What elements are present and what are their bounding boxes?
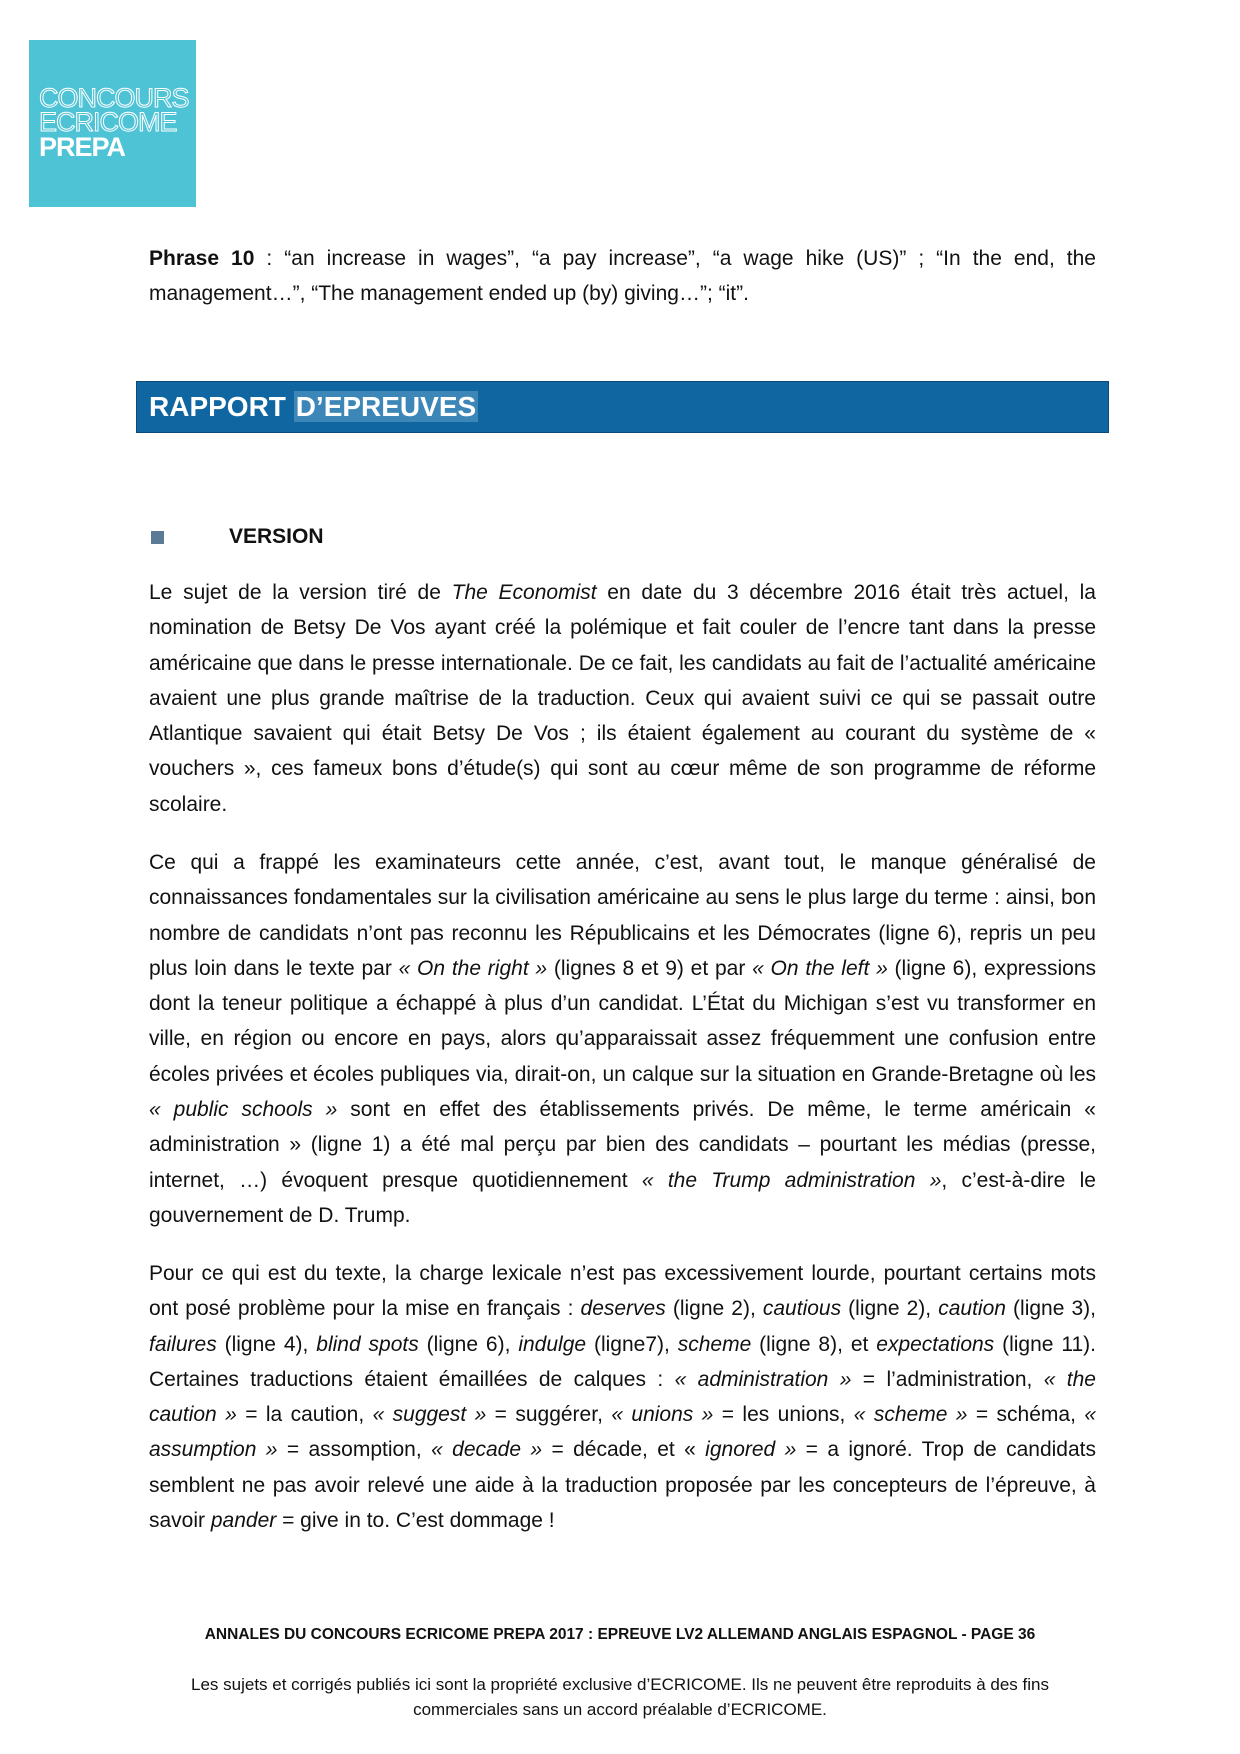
text-run: (lignes 8 et 9) et par xyxy=(547,956,753,980)
section-heading: VERSION xyxy=(229,525,324,548)
logo-line-prepa: PREPA xyxy=(39,132,126,162)
text-run-italic: cautious xyxy=(762,1297,842,1321)
text-run-italic: caution xyxy=(938,1297,1006,1321)
text-run: = suggérer, xyxy=(486,1403,612,1427)
text-run-italic: « public schools » xyxy=(149,1098,338,1122)
text-run-italic: « unions » xyxy=(611,1403,714,1427)
text-run-italic: « the Trump administration » xyxy=(641,1168,942,1192)
text-run: (ligne 2), xyxy=(665,1297,763,1321)
text-run: , c’est-à-dire le gouvernement de D. Trump. xyxy=(149,1168,1096,1227)
intro-paragraph xyxy=(149,241,1096,312)
text-run: = assomption, xyxy=(277,1438,432,1462)
text-run: = la caution, xyxy=(236,1403,373,1427)
intro-text: : “an increase in wages”, “a pay increase”, “a wage hike (US)” ; “In the end, the management…”, “The management ended up (by) giving…”; “it”. xyxy=(149,247,1096,306)
text-run: (ligne 3), xyxy=(1005,1297,1096,1321)
text-run: (ligne 11). Certaines traductions étaient émaillées de calques : xyxy=(149,1332,1096,1391)
text-run-italic: « assumption » xyxy=(149,1403,1097,1462)
text-run-italic: failures xyxy=(149,1332,217,1356)
text-run-italic: pander xyxy=(210,1509,277,1533)
logo-line-concours: CONCOURS xyxy=(39,83,189,113)
text-run: = décade, et « xyxy=(542,1438,706,1462)
intro-label: Phrase 10 xyxy=(149,247,255,270)
text-run-italic: blind spots xyxy=(316,1332,419,1356)
text-run: (ligne 8), et xyxy=(751,1332,877,1356)
text-run-italic: « On the right » xyxy=(398,956,548,980)
text-run: (ligne 4), xyxy=(216,1332,317,1356)
text-run: (ligne7), xyxy=(586,1332,678,1356)
text-run: (ligne 2), xyxy=(841,1297,939,1321)
text-run-italic: expectations xyxy=(876,1332,995,1356)
text-run: = a ignoré. Trop de candidats semblent ne pas avoir relevé une aide à la traduction proposée par les concepteurs de l’épreuve, à savoir xyxy=(149,1438,1096,1533)
paragraph-2 xyxy=(149,845,1096,1233)
text-run: sont en effet des établissements privés. De même, le terme américain « administration » (ligne 1) a été mal perçu par bien des candidats – pourtant les médias (presse, internet, …) évoquent presque quotidiennement xyxy=(149,1098,1096,1192)
footer-copyright-note: Les sujets et corrigés publiés ici sont la propriété exclusive d’ECRICOME. Ils ne peuvent être reproduits à des fins commerciales sans un accord préalable d’ECRICOME. xyxy=(191,1675,1049,1719)
text-run: = les unions, xyxy=(713,1403,854,1427)
square-bullet-icon xyxy=(151,531,164,544)
text-run-italic: « administration » xyxy=(674,1367,852,1391)
text-run-italic: « decade » xyxy=(431,1438,543,1462)
text-run: Ce qui a frappé les examinateurs cette année, c’est, avant tout, le manque généralisé de connaissances fondamentales sur la civilisation américaine au sens le plus large du terme : ainsi, bon nombre de candidats n’ont pas reconnu les Républicains et les Démocrates (ligne 6), repris un peu plus loin dans le texte par xyxy=(149,851,1096,980)
paragraph-3 xyxy=(149,1256,1096,1538)
ecricome-logo xyxy=(29,40,196,207)
text-run-italic: « the caution » xyxy=(149,1367,1096,1427)
section-banner xyxy=(136,381,1109,433)
text-run-italic: deserves xyxy=(580,1297,666,1321)
text-run: (ligne 6), xyxy=(418,1332,519,1356)
banner-text-epreuves: D’EPREUVES xyxy=(295,391,477,422)
text-run: = give in to. C’est dommage ! xyxy=(276,1509,555,1533)
text-run: = l’administration, xyxy=(851,1367,1044,1391)
text-run: = schéma, xyxy=(967,1403,1085,1427)
text-run-italic: « On the left » xyxy=(752,956,888,980)
text-run: Le sujet de la version tiré de xyxy=(149,581,452,604)
text-run-italic: indulge xyxy=(518,1332,587,1356)
text-run-italic: « scheme » xyxy=(853,1403,968,1427)
text-run-italic: « suggest » xyxy=(372,1403,487,1427)
text-run-italic: ignored » xyxy=(705,1438,797,1462)
text-run: Pour ce qui est du texte, la charge lexicale n’est pas excessivement lourde, pourtant certains mots ont posé problème pour la mise en français : xyxy=(149,1262,1096,1321)
text-run: en date du 3 décembre 2016 était très actuel, la nomination de Betsy De Vos ayant créé la polémique et fait couler de l’encre tant dans la presse américaine que dans le presse internationale. De ce fait, les candidats au fait de l’actualité américaine avaient une plus grande maîtrise de la traduction. Ceux qui avaient suivi ce qui se passait outre Atlantique savaient qui était Betsy De Vos ; ils étaient également au courant du système de « vouchers », ces fameux bons d’étude(s) qui sont au cœur même de son programme de réforme scolaire. xyxy=(149,581,1096,816)
text-run-italic: scheme xyxy=(677,1332,752,1356)
text-run: (ligne 6), expressions dont la teneur politique a échappé à plus d’un candidat. L’État du Michigan s’est vu transformer en ville, en région ou encore en pays, alors qu’apparaissait assez fréquemment une confusion entre écoles privées et écoles publiques via, dirait-on, un calque sur la situation en Grande-Bretagne où les xyxy=(149,956,1096,1086)
logo-line-ecricome: ECRICOME xyxy=(39,107,177,137)
banner-text-rapport: RAPPORT xyxy=(149,391,294,422)
paragraph-1 xyxy=(149,575,1096,822)
text-run-italic: The Economist xyxy=(451,581,597,604)
footer-title: ANNALES DU CONCOURS ECRICOME PREPA 2017 : EPREUVE LV2 ALLEMAND ANGLAIS ESPAGNOL - PAGE 36 xyxy=(204,1626,1036,1643)
